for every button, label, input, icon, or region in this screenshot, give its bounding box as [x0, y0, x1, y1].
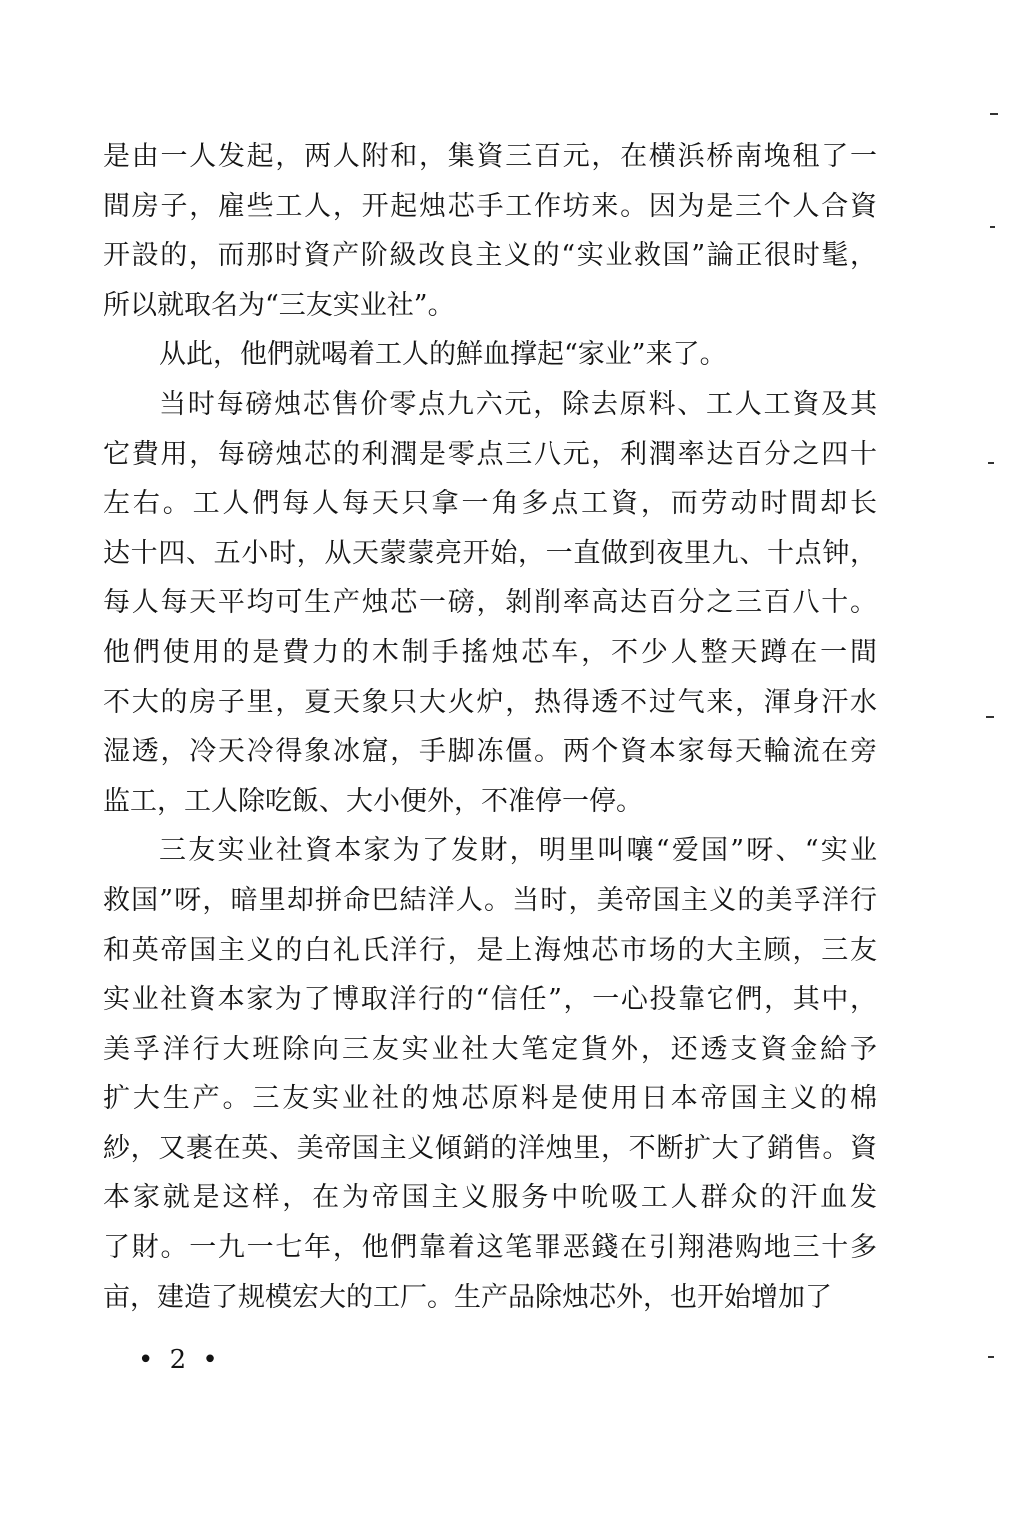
scan-speck — [990, 113, 998, 115]
text-line: 实业社資本家为了博取洋行的“信任”，一心投靠它們，其中， — [103, 984, 877, 1016]
text-line: 它費用，每磅烛芯的利潤是零点三八元，利潤率达百分之四十 — [103, 438, 877, 470]
text-line: 监工，工人除吃飯、大小便外，不准停一停。 — [103, 785, 643, 817]
text-line: 亩，建造了规模宏大的工厂。生产品除烛芯外，也开始增加了 — [103, 1281, 832, 1313]
scan-speck — [988, 462, 994, 464]
text-line: 每人每天平均可生产烛芯一磅，剝削率高达百分之三百八十。 — [103, 587, 877, 619]
text-line: 了財。一九一七年，他們靠着这笔罪恶錢在引翔港购地三十多 — [103, 1232, 877, 1264]
text-line: 湿透，冷天冷得象冰窟，手脚冻僵。两个資本家每天輪流在旁 — [103, 736, 877, 768]
text-line: 三友实业社資本家为了发財，明里叫嚷“爱国”呀、“实业 — [159, 835, 877, 867]
paragraph — [103, 826, 877, 1322]
text-line: 左右。工人們每人每天只拿一角多点工資，而劳动时間却长 — [103, 488, 877, 520]
text-line: 是由一人发起，两人附和，集資三百元，在横浜桥南堍租了一 — [103, 141, 877, 172]
text-line: 美孚洋行大班除向三友实业社大笔定貨外，还透支資金給予 — [103, 1033, 877, 1065]
text-line: 和英帝国主义的白礼氏洋行，是上海烛芯市场的大主顾，三友 — [103, 934, 877, 966]
text-line: 紗，又裹在英、美帝国主义傾銷的洋烛里，不断扩大了銷售。資 — [103, 1132, 877, 1164]
text-line: 救国”呀，暗里却拼命巴結洋人。当时，美帝国主义的美孚洋行 — [103, 884, 877, 916]
scan-speck — [986, 716, 994, 718]
text-line: 达十四、五小时，从天蒙蒙亮开始，一直做到夜里九、十点钟， — [103, 537, 877, 569]
text-line: 本家就是这样，在为帝国主义服务中吮吸工人群众的汗血发 — [103, 1182, 877, 1214]
text-line: 不大的房子里，夏天象只大火炉，热得透不过气来，渾身汗水 — [103, 686, 877, 718]
body-text — [103, 132, 877, 1322]
scan-speck — [988, 1356, 994, 1358]
text-line: 所以就取名为“三友实业社”。 — [103, 289, 455, 321]
page-number: • 2 • — [138, 1345, 222, 1375]
text-line: 他們使用的是費力的木制手搖烛芯车，不少人整天蹲在一間 — [103, 636, 877, 668]
text-line: 扩大生产。三友实业社的烛芯原料是使用日本帝国主义的棉 — [103, 1083, 877, 1115]
text-line: 从此，他們就喝着工人的鮮血撑起“家业”来了。 — [159, 339, 727, 371]
text-line: 当时每磅烛芯售价零点九六元，除去原料、工人工資及其 — [159, 388, 877, 420]
paragraph — [103, 380, 877, 826]
paragraph — [103, 132, 877, 330]
text-line: 間房子，雇些工人，开起烛芯手工作坊来。因为是三个人合資 — [103, 190, 877, 222]
text-line: 开設的，而那时資产阶級改良主义的“实业救国”論正很时髦， — [103, 240, 877, 272]
paragraph — [103, 330, 877, 380]
scan-speck — [990, 226, 995, 228]
